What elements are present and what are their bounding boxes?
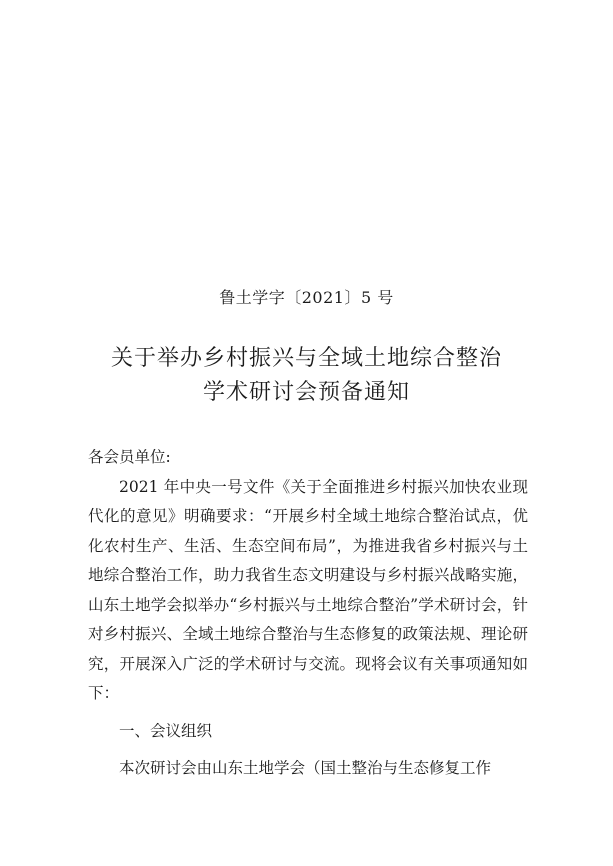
section-heading-organization: 一、会议组织 — [119, 721, 213, 740]
document-title — [0, 342, 613, 410]
title-line-1: 关于举办乡村振兴与全域土地综合整治 — [110, 346, 502, 371]
salutation: 各会员单位: — [88, 448, 171, 466]
organization-paragraph: 本次研讨会由山东土地学会（国土整治与生态修复工作 — [119, 759, 492, 777]
document-number: 鲁土学字〔2021〕5 号 — [219, 288, 394, 307]
intro-paragraph: 2021 年中央一号文件《关于全面推进乡村振兴加快农业现代化的意见》明确要求：“开展乡村全域土地综合整治试点，优化农村生产、生活、生态空间布局”，为推进我省乡村振兴与土地综合整治工作，助力我省生态文明建设与乡村振兴战略实施，山东土地学会拟举办“乡村振兴与土地综合整治”学术研讨会，针对乡村振兴、全域土地综合整治与生态修复的政策法规、理论研究，开展深入广泛的学术研讨与交流。现将会议有关事项通知如下： — [88, 477, 528, 702]
document-body — [88, 443, 528, 784]
title-line-2: 学术研讨会预备通知 — [202, 380, 410, 405]
